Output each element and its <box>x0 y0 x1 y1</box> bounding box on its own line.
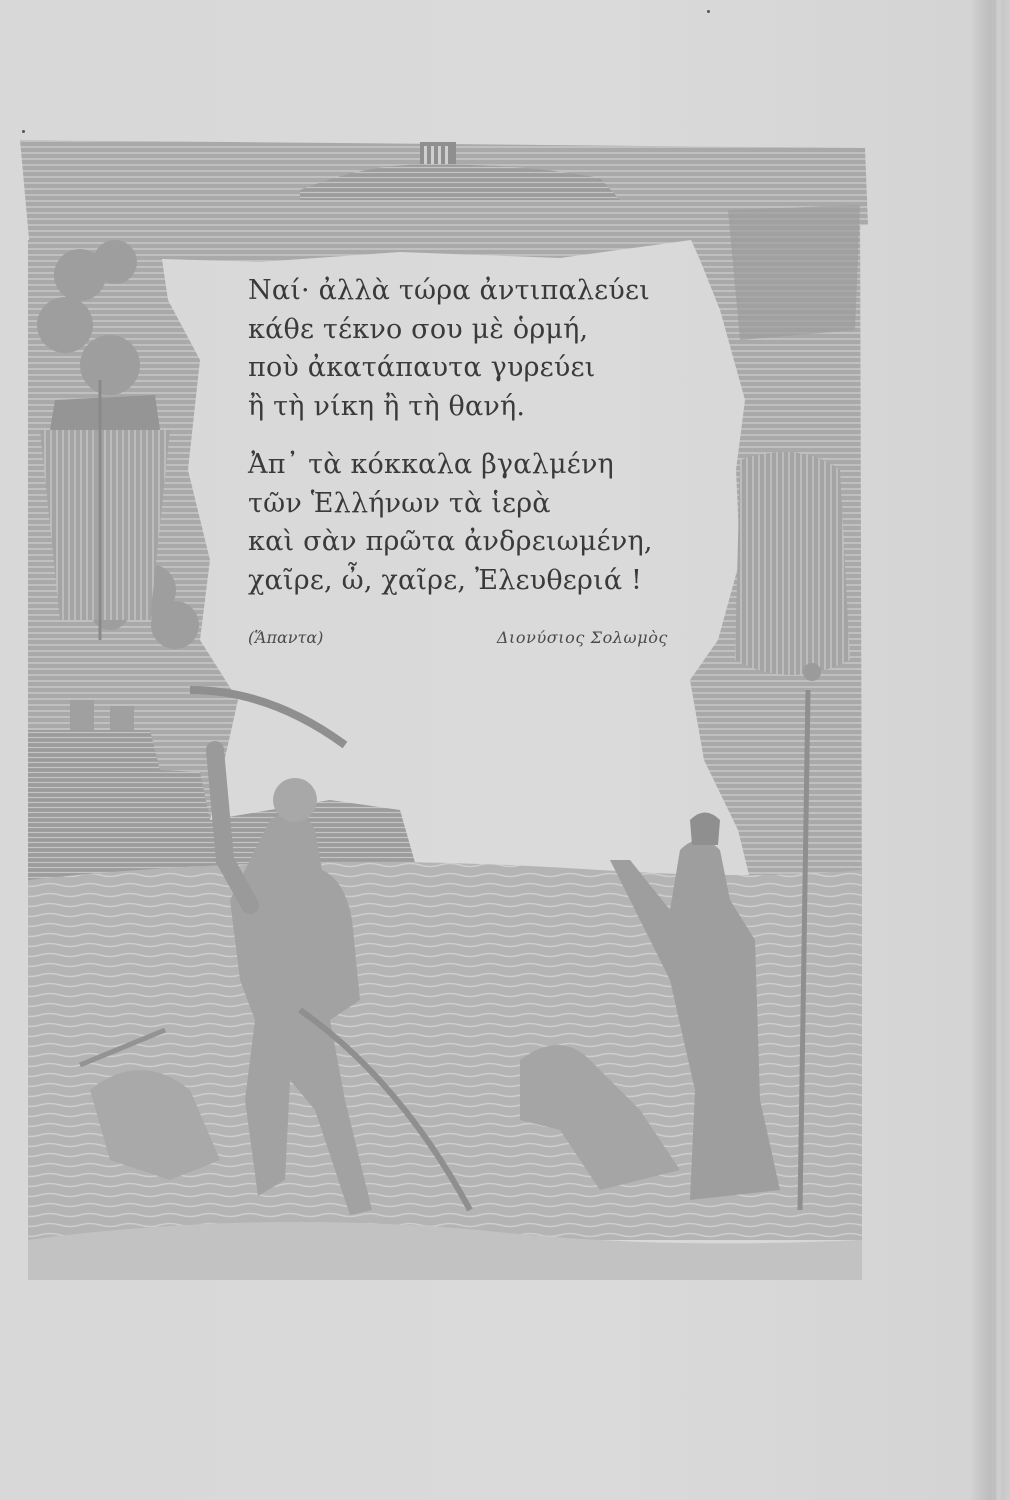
author-name: Διονύσιος Σολωμὸς <box>496 628 668 647</box>
cross-staff-icon <box>803 663 821 681</box>
poem-line: ἢ τὴ νίκη ἢ τὴ θανή. <box>248 390 526 422</box>
poem-line: χαῖρε, ὦ, χαῖρε, Ἐλευθεριά ! <box>248 564 643 596</box>
poem-line: ποὺ ἀκατάπαυτα γυρεύει <box>248 352 596 383</box>
poem-footer <box>248 628 668 654</box>
poem-stanza <box>248 446 668 600</box>
poem-line: Ἀπ᾿ τὰ κόκκαλα βγαλμένη <box>248 449 614 480</box>
poem-line: Ναί· ἀλλὰ τώρα ἀντιπαλεύει <box>248 275 650 306</box>
source-citation: (Ἅπαντα) <box>248 628 324 647</box>
poem-stanza <box>248 272 668 426</box>
poem <box>248 272 668 620</box>
poem-line: καὶ σὰν πρῶτα ἀνδρειωμένη, <box>248 526 653 557</box>
poem-line: κάθε τέκνο σου μὲ ὁρμή, <box>248 313 589 345</box>
poem-line: τῶν Ἑλλήνων τὰ ἱερὰ <box>248 487 551 519</box>
sailing-ship-icon <box>40 380 170 640</box>
